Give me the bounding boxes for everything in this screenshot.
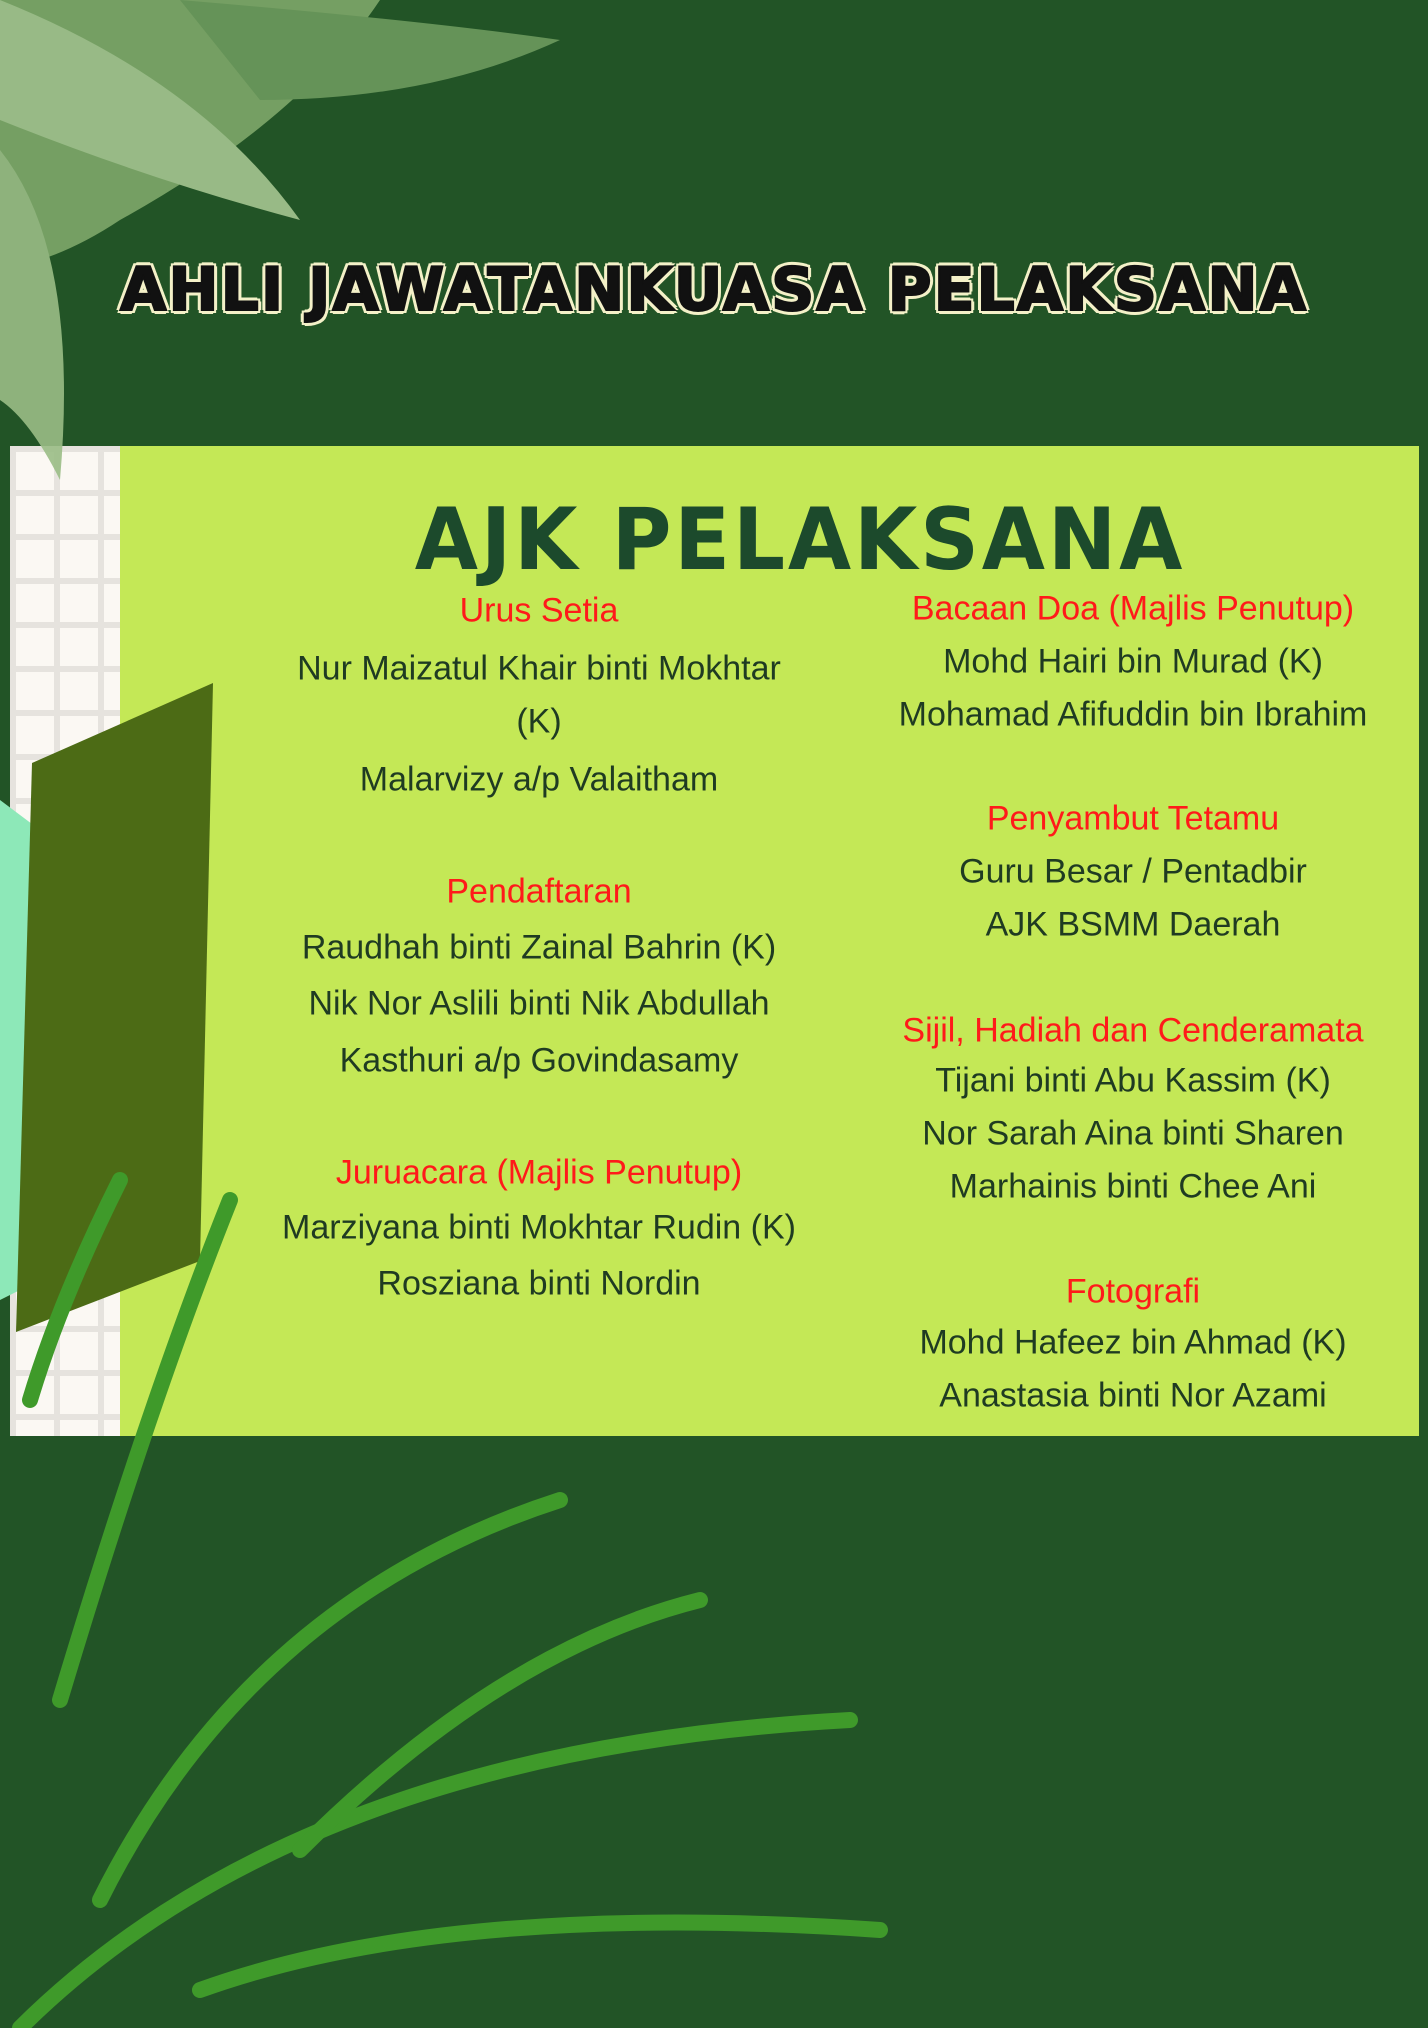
member-name: Mohd Hafeez bin Ahmad (K) bbox=[919, 1323, 1347, 1362]
member-name: Guru Besar / Pentadbir bbox=[959, 852, 1307, 891]
member-name: AJK BSMM Daerah bbox=[985, 905, 1281, 944]
member-name: Mohd Hairi bin Murad (K) bbox=[943, 642, 1323, 681]
member-name: Rosziana binti Nordin bbox=[377, 1264, 701, 1303]
section-title: Penyambut Tetamu bbox=[986, 799, 1280, 838]
member-name: Nur Maizatul Khair binti Mokhtar bbox=[297, 649, 781, 688]
section-title: Sijil, Hadiah dan Cenderamata bbox=[902, 1011, 1364, 1050]
panel-heading: AJK PELAKSANA bbox=[414, 490, 1186, 590]
palm-leaf-bottom bbox=[20, 1180, 880, 2028]
olive-block bbox=[16, 683, 213, 1332]
palm-leaf-top bbox=[0, 0, 560, 480]
member-name: Marhainis binti Chee Ani bbox=[949, 1167, 1317, 1206]
member-name: (K) bbox=[516, 702, 562, 741]
member-name: Malarvizy a/p Valaitham bbox=[359, 760, 719, 799]
member-name: Anastasia binti Nor Azami bbox=[939, 1376, 1327, 1415]
member-name: Marziyana binti Mokhtar Rudin (K) bbox=[282, 1208, 796, 1247]
section-title: Bacaan Doa (Majlis Penutup) bbox=[911, 589, 1355, 628]
member-name: Nor Sarah Aina binti Sharen bbox=[922, 1114, 1344, 1153]
member-name: Mohamad Afifuddin bin Ibrahim bbox=[898, 695, 1368, 734]
section-title: Juruacara (Majlis Penutup) bbox=[335, 1153, 743, 1192]
member-name: Tijani binti Abu Kassim (K) bbox=[935, 1061, 1331, 1100]
member-name: Kasthuri a/p Govindasamy bbox=[339, 1041, 739, 1080]
member-name: Nik Nor Aslili binti Nik Abdullah bbox=[308, 984, 770, 1023]
section-title: Urus Setia bbox=[459, 591, 619, 630]
section-title: Pendaftaran bbox=[446, 872, 632, 911]
member-name: Raudhah binti Zainal Bahrin (K) bbox=[301, 928, 777, 967]
section-title: Fotografi bbox=[1065, 1272, 1201, 1311]
page-title: AHLI JAWATANKUASA PELAKSANA bbox=[119, 255, 1309, 325]
